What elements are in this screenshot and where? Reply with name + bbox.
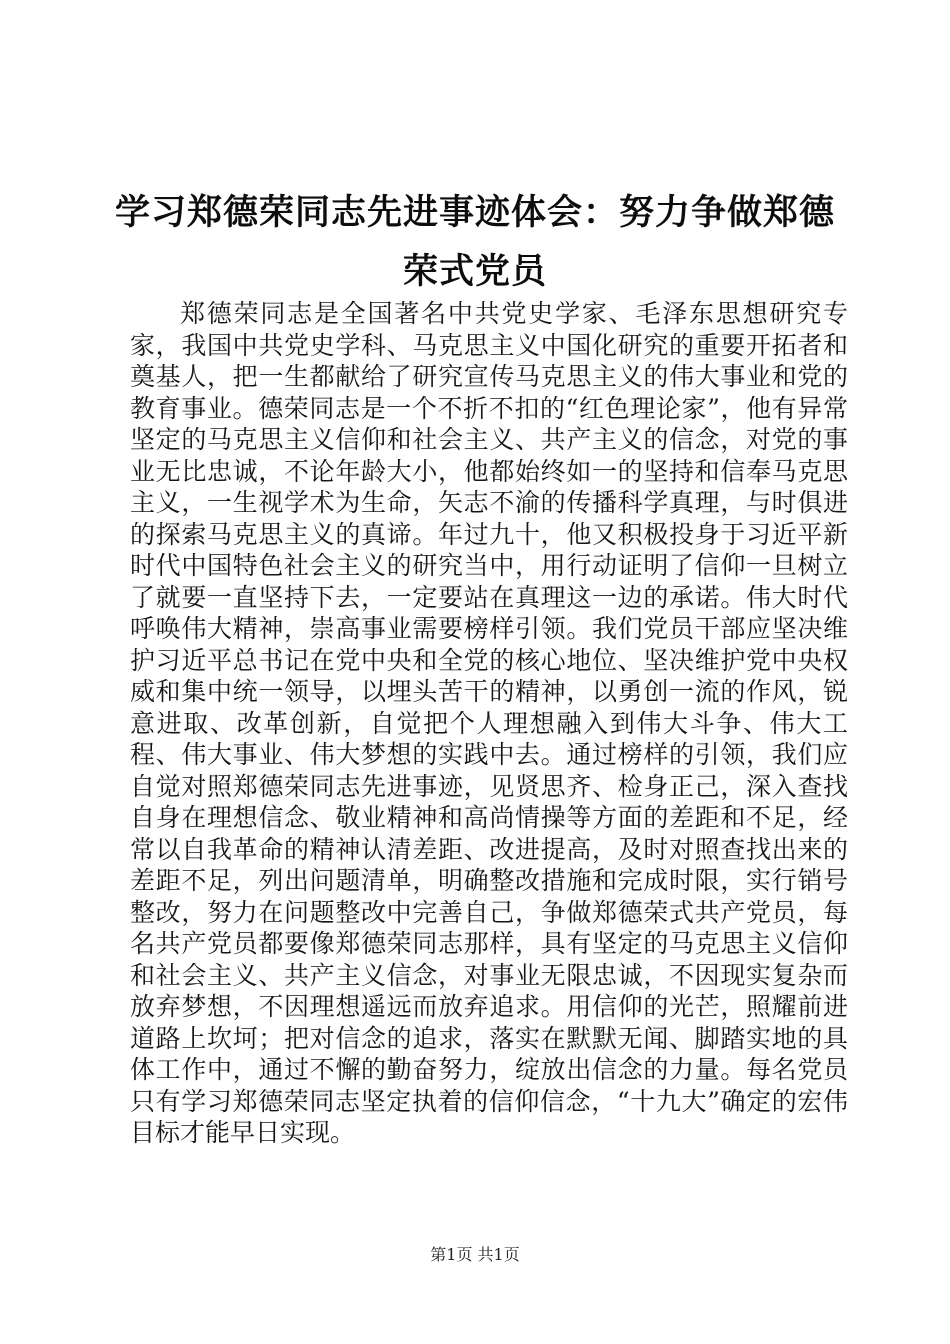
page-footer: 第1页 共1页 [430, 1245, 520, 1264]
document-body-paragraph: 郑德荣同志是全国著名中共党史学家、毛泽东思想研究专家，我国中共党史学科、马克思主义中国化研究的重要开拓者和奠基人，把一生都献给了研究宣传马克思主义的伟大事业和党的教育事业。德荣同志是一个不折不扣的“红色理论家”，他有异常坚定的马克思主义信仰和社会主义、共产主义的信念，对党的事业无比忠诚，不论年龄大小，他都始终如一的坚持和信奉马克思主义，一生视学术为生命，矢志不渝的传播科学真理，与时俱进的探索马克思主义的真谛。年过九十，他又积极投身于习近平新时代中国特色社会主义的研究当中，用行动证明了信仰一旦树立了就要一直坚持下去，一定要站在真理这一边的承诺。伟大时代呼唤伟大精神，崇高事业需要榜样引领。我们党员干部应坚决维护习近平总书记在党中央和全党的核心地位、坚决维护党中央权威和集中统一领导，以埋头苦干的精神，以勇创一流的作风，锐意进取、改革创新，自觉把个人理想融入到伟大斗争、伟大工程、伟大事业、伟大梦想的实践中去。通过榜样的引领，我们应自觉对照郑德荣同志先进事迹，见贤思齐、检身正己，深入查找自身在理想信念、敬业精神和高尚情操等方面的差距和不足，经常以自我革命的精神认清差距、改进提高，及时对照查找出来的差距不足，列出问题清单，明确整改措施和完成时限，实行销号整改，努力在问题整改中完善自己，争做郑德荣式共产党员，每名共产党员都要像郑德荣同志那样，具有坚定的马克思主义信仰和社会主义、共产主义信念，对事业无限忠诚，不因现实复杂而放弃梦想，不因理想遥远而放弃追求。用信仰的光芒，照耀前进道路上坎坷；把对信念的追求，落实在默默无闻、脚踏实地的具体工作中，通过不懈的勤奋努力，绽放出信念的力量。每名党员只有学习郑德荣同志坚定执着的信仰信念，“十九大”确定的宏伟目标才能早日实现。 [130, 299, 848, 1147]
document-title: 学习郑德荣同志先进事迹体会：努力争做郑德荣式党员 [114, 193, 835, 292]
